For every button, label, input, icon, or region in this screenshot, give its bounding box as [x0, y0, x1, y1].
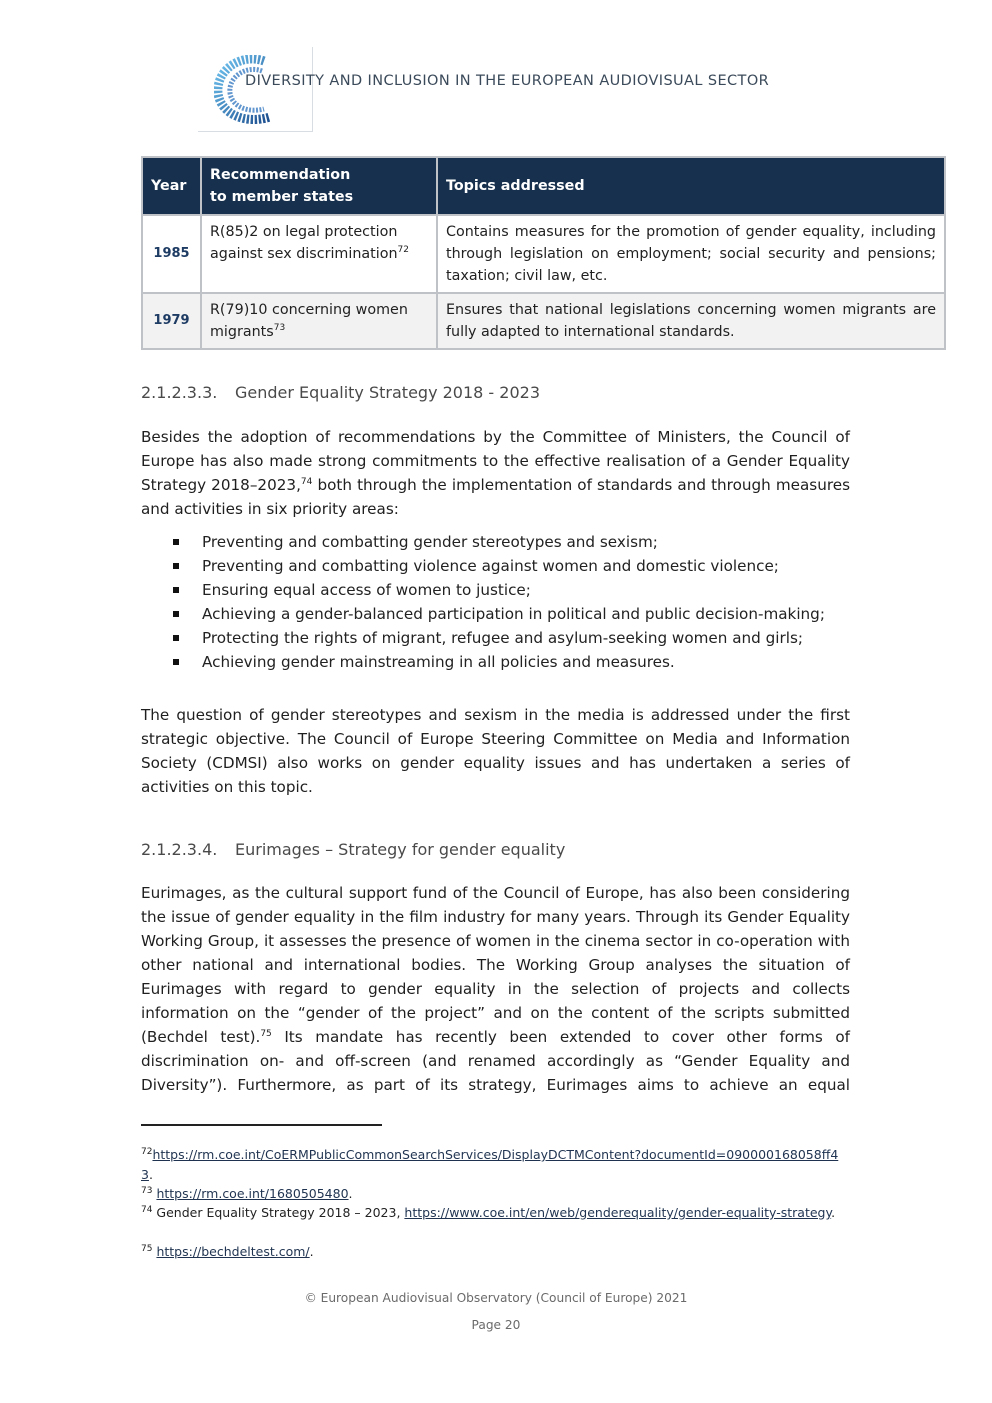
year-cell: 1979: [142, 293, 201, 349]
list-item: Protecting the rights of migrant, refugee and asylum-seeking women and girls;: [141, 626, 861, 650]
section-number: 2.1.2.3.3.: [141, 383, 218, 402]
page-header: [198, 47, 798, 133]
column-header-year: Year: [142, 157, 201, 215]
list-item: Preventing and combatting gender stereotypes and sexism;: [141, 530, 861, 554]
footnote-link[interactable]: https://rm.coe.int/1680505480: [156, 1186, 349, 1201]
paragraph-eurimages: Eurimages, as the cultural support fund of the Council of Europe, has also been considering the issue of gender equality in the film industry for many years. Through its Gender Equality Working Group, it assesses the presence of women in the cinema sector in co-operation with other national and international bodies. The Working Group analyses the situation of Eurimages with regard to gender equality in the selection of projects and collects information on the “gender of the project” and on the content of the scripts submitted (Bechdel test).$^{75}$ Its mandate has recently been extended to cover other forms of discrimination on- and off-screen (and renamed accordingly as “Gender Equality and Diversity”). Furthermore, as part of its strategy, Eurimages aims to achieve an equal: [141, 884, 850, 1094]
table-row: [142, 215, 945, 293]
section-heading-gender-equality-strategy: [141, 383, 540, 402]
paragraph-media-stereotypes: The question of gender stereotypes and sexism in the media is addressed under the first strategic objective. The Council of Europe Steering Committee on Media and Information Society (CDMSI) also works on gender equality issues and has undertaken a series of activities on this topic.: [141, 706, 850, 796]
logo-frame: [198, 47, 313, 132]
page-number: Page 20: [471, 1318, 521, 1332]
copyright-footer: © European Audiovisual Observatory (Council of Europe) 2021: [304, 1291, 688, 1305]
section-title: Gender Equality Strategy 2018 - 2023: [235, 383, 540, 402]
footnote-link[interactable]: https://bechdeltest.com/: [156, 1244, 310, 1259]
topic-cell: Ensures that national legislations concerning women migrants are fully adapted to international standards.: [437, 293, 945, 349]
year-cell: 1985: [142, 215, 201, 293]
recommendation-cell: R(79)10 concerning women migrants$^{73}$: [201, 293, 437, 349]
footnote-ref: 75: [260, 1028, 272, 1039]
footnote-74: $^{74}$ Gender Equality Strategy 2018 – 2023, https://www.coe.int/en/web/genderequality/gender-equality-strategy.: [141, 1204, 836, 1220]
footnote-link[interactable]: https://www.coe.int/en/web/genderequality/gender-equality-strategy: [404, 1205, 832, 1220]
priority-areas-list: [141, 530, 861, 674]
header-title: DIVERSITY AND INCLUSION IN THE EUROPEAN AUDIOVISUAL SECTOR: [245, 73, 770, 89]
section-number: 2.1.2.3.4.: [141, 840, 218, 859]
footnote-75: $^{75}$ https://bechdeltest.com/.: [141, 1243, 314, 1259]
table-row: [142, 293, 945, 349]
footnote-73: $^{73}$ https://rm.coe.int/1680505480.: [141, 1185, 353, 1201]
section-heading-eurimages: [141, 840, 565, 859]
list-item: Ensuring equal access of women to justice;: [141, 578, 861, 602]
section-title: Eurimages – Strategy for gender equality: [235, 840, 566, 859]
topic-cell: Contains measures for the promotion of gender equality, including through legislation on employment; social security and pensions; taxation; civil law, etc.: [437, 215, 945, 293]
footnote-link[interactable]: https://rm.coe.int/CoERMPublicCommonSearchServices/DisplayDCTMContent?documentId=090000168058ff43: [141, 1147, 839, 1182]
column-header-recommendation: Recommendation to member states: [201, 157, 437, 215]
list-item: Achieving gender mainstreaming in all policies and measures.: [141, 650, 861, 674]
footnote-separator: [141, 1124, 382, 1126]
column-header-topics: Topics addressed: [437, 157, 945, 215]
observatory-logo-icon: [214, 55, 276, 125]
table-header-row: [142, 157, 945, 215]
recommendation-cell: R(85)2 on legal protection against sex discrimination$^{72}$: [201, 215, 437, 293]
list-item: Preventing and combatting violence against women and domestic violence;: [141, 554, 861, 578]
footnote-72: $^{72}$https://rm.coe.int/CoERMPublicCommonSearchServices/DisplayDCTMContent?documentId=090000168058ff43.: [141, 1146, 839, 1182]
recommendations-table: [141, 156, 946, 350]
list-item: Achieving a gender-balanced participation in political and public decision-making;: [141, 602, 861, 626]
footnote-ref: 74: [300, 476, 313, 487]
footnote-ref: 72: [397, 245, 409, 256]
footnote-ref: 73: [273, 323, 286, 334]
paragraph-strategy-intro: Besides the adoption of recommendations by the Committee of Ministers, the Council of Europe has also made strong commitments to the effective realisation of a Gender Equality Strategy 2018–2023,74 both through the implementation of standards and through measures and activities in six priority areas:: [141, 428, 851, 518]
